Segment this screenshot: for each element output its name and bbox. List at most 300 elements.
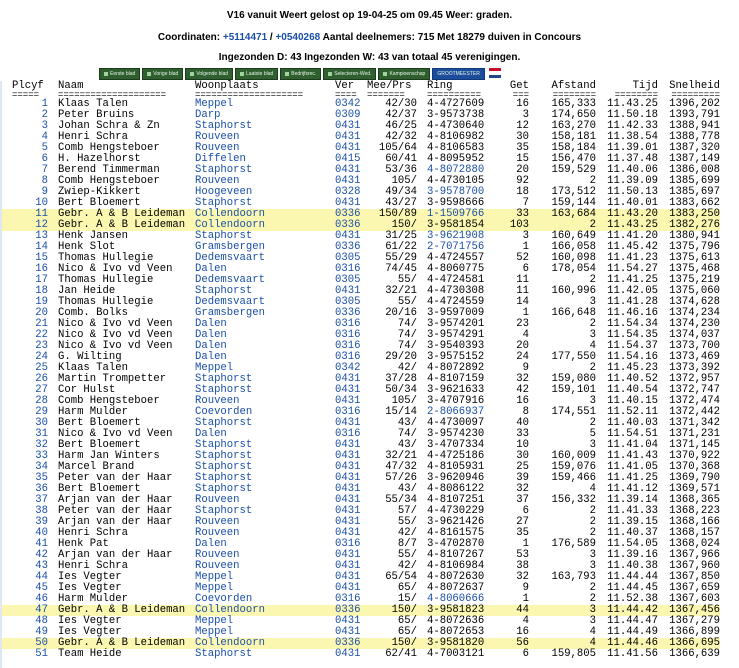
race-title: V16 vanuit Weert gelost op 19-04-25 om 09.45 Weer: graden. <box>226 10 513 21</box>
cell-marked: 12 <box>516 120 529 132</box>
cell-marked: 9 <box>522 582 529 594</box>
cell-club-number: 0431 <box>335 483 361 495</box>
cell-marked: 6 <box>522 505 529 517</box>
cell-residence[interactable]: Diffelen <box>195 153 246 165</box>
toolbar-button[interactable] <box>185 68 233 80</box>
cell-place[interactable]: 36 <box>35 483 48 495</box>
cell-entries-prizes: 60/41 <box>385 153 417 165</box>
cell-ring-number: 3-4707334 <box>427 439 485 451</box>
cell-residence[interactable]: Rouveen <box>195 527 240 539</box>
cell-speed: 1368,365 <box>669 494 720 506</box>
cell-distance: 159,076 <box>551 461 596 473</box>
cell-entries-prizes: 20/16 <box>385 307 417 319</box>
cell-name: Peter van der Haar <box>58 472 173 484</box>
cell-place[interactable]: 3 <box>41 120 48 132</box>
cell-residence[interactable]: Staphorst <box>195 472 253 484</box>
cell-ring-number: 3-9581854 <box>427 220 505 231</box>
cell-residence[interactable]: Staphorst <box>195 197 253 209</box>
cell-place[interactable]: 42 <box>35 549 48 561</box>
cell-name: Comb Hengsteboer <box>58 142 160 154</box>
cell-place[interactable]: 49 <box>35 626 48 638</box>
toolbar-button[interactable] <box>378 68 430 80</box>
cell-place[interactable]: 2 <box>41 109 48 121</box>
cell-speed: 1367,456 <box>658 605 720 616</box>
cell-place[interactable]: 38 <box>35 505 48 517</box>
cell-name: Nico & Ivo vd Veen <box>58 318 173 330</box>
cell-ring-number: 3-9621908 <box>427 230 485 242</box>
cell-ring-number: 3-4702870 <box>427 538 485 550</box>
cell-residence[interactable]: Dalen <box>195 329 227 341</box>
cell-arrival-time: 11.44.47 <box>607 615 658 627</box>
cell-speed: 1367,659 <box>669 582 720 594</box>
cell-arrival-time: 11.41.23 <box>607 252 658 264</box>
cell-name: Martin Trompetter <box>58 373 167 385</box>
cell-club-number: 0431 <box>335 505 361 517</box>
cell-entries-prizes: 55/ <box>397 274 417 286</box>
cell-place[interactable]: 25 <box>35 362 48 374</box>
cell-place[interactable]: 13 <box>35 230 48 242</box>
cell-club-number: 0309 <box>335 109 361 121</box>
cell-residence[interactable]: Rouveen <box>195 516 240 528</box>
cell-distance: 3 <box>589 439 596 451</box>
cell-distance: 2 <box>589 318 596 330</box>
cell-place[interactable]: 40 <box>35 527 48 539</box>
toolbar-button[interactable] <box>142 68 183 80</box>
cell-entries-prizes: 74/ <box>397 340 417 352</box>
cell-place[interactable]: 37 <box>35 494 48 506</box>
cell-club-number: 0431 <box>335 560 361 572</box>
cell-residence[interactable]: Hoogeveen <box>195 186 253 198</box>
cell-place[interactable]: 21 <box>35 318 48 330</box>
cell-place[interactable]: 7 <box>41 164 48 176</box>
cell-place[interactable]: 29 <box>35 406 48 418</box>
cell-marked: 16 <box>516 98 529 110</box>
cell-name: Peter Bruins <box>58 109 135 121</box>
cell-speed: 1370,922 <box>669 450 720 462</box>
cell-entries-prizes: 29/20 <box>385 351 417 363</box>
cell-place[interactable]: 44 <box>35 571 48 583</box>
cell-place[interactable]: 31 <box>35 428 48 440</box>
cell-entries-prizes: 61/22 <box>385 241 417 253</box>
cell-distance: 160,649 <box>551 230 596 242</box>
cell-distance: 2 <box>589 582 596 594</box>
cell-name: Team Heide <box>58 648 122 660</box>
cell-name: Comb. Bolks <box>58 307 128 319</box>
cell-residence[interactable]: Rouveen <box>195 494 240 506</box>
cell-residence[interactable]: Staphorst <box>195 384 253 396</box>
cell-ring-number: 4-4730105 <box>427 175 485 187</box>
cell-arrival-time: 11.39.15 <box>607 516 658 528</box>
cell-place[interactable]: 41 <box>35 538 48 550</box>
cell-name: Henri Schra <box>58 131 128 143</box>
cell-residence[interactable]: Dedemsvaart <box>195 274 265 286</box>
cell-place[interactable]: 51 <box>35 648 48 660</box>
cell-place[interactable]: 46 <box>35 593 48 605</box>
cell-entries-prizes: 55/34 <box>385 494 417 506</box>
cell-ring-number: 4-8095952 <box>427 153 485 165</box>
cell-place[interactable]: 20 <box>35 307 48 319</box>
cell-ring-number: 4-7003121 <box>427 648 485 660</box>
col-header-mee-prs: Mee/Prs <box>367 80 412 92</box>
entries-line: Ingezonden D: 43 Ingezonden W: 43 van totaal 45 verenigingen. <box>218 52 521 63</box>
cell-marked: 7 <box>522 197 529 209</box>
cell-residence[interactable]: Gramsbergen <box>195 241 265 253</box>
cell-distance: 159,529 <box>551 164 596 176</box>
cell-residence[interactable]: Rouveen <box>195 175 240 187</box>
cell-ring-number: 3-9573738 <box>427 109 485 121</box>
cell-residence[interactable]: Rouveen <box>195 560 240 572</box>
cell-club-number: 0316 <box>335 428 361 440</box>
cell-residence[interactable]: Staphorst <box>195 483 253 495</box>
cell-club-number: 0431 <box>335 164 361 176</box>
cell-ring-number: 4-8072637 <box>427 582 485 594</box>
cell-entries-prizes: 105/ <box>391 175 417 187</box>
toolbar-button-label: Laatste blad <box>246 71 274 77</box>
cell-place[interactable]: 14 <box>35 241 48 253</box>
toolbar-button[interactable] <box>280 68 321 80</box>
cell-ring-number: 4-8107267 <box>427 549 485 561</box>
cell-place[interactable]: 48 <box>35 615 48 627</box>
cell-club-number: 0316 <box>335 329 361 341</box>
cell-ring-number: 4-8060775 <box>427 263 485 275</box>
cell-residence[interactable]: Staphorst <box>195 450 253 462</box>
col-header-ring: Ring <box>427 80 453 92</box>
cell-ring-number: 2-8066937 <box>427 406 485 418</box>
cell-place[interactable]: 39 <box>35 516 48 528</box>
cell-speed: 1366,639 <box>669 648 720 660</box>
cell-place[interactable]: 12 <box>2 220 58 231</box>
cell-place[interactable]: 50 <box>2 638 58 649</box>
cell-name: Nico & Ivo vd Veen <box>58 340 173 352</box>
cell-distance: 4 <box>589 626 596 638</box>
cell-speed: 1373,469 <box>669 351 720 363</box>
cell-place[interactable]: 28 <box>35 395 48 407</box>
cell-name: Ies Vegter <box>58 626 122 638</box>
button-icon <box>104 72 108 76</box>
cell-arrival-time: 11.52.38 <box>607 593 658 605</box>
cell-residence[interactable]: Staphorst <box>195 164 253 176</box>
cell-distance: 166,058 <box>551 241 596 253</box>
cell-speed: 1371,231 <box>669 428 720 440</box>
cell-ring-number: 3-9620946 <box>427 472 485 484</box>
cell-residence[interactable]: Staphorst <box>195 461 253 473</box>
cell-name: Comb Hengsteboer <box>58 175 160 187</box>
cell-residence[interactable]: Meppel <box>195 626 234 638</box>
cell-speed: 1387,149 <box>669 153 720 165</box>
cell-name: Johan Schra & Zn <box>58 120 160 132</box>
cell-name: Nico & Ivo vd Veen <box>58 428 173 440</box>
cell-club-number: 0431 <box>335 142 361 154</box>
cell-distance: 163,270 <box>551 120 596 132</box>
cell-name: Ies Vegter <box>58 582 122 594</box>
cell-place[interactable]: 32 <box>35 439 48 451</box>
cell-place[interactable]: 34 <box>35 461 48 473</box>
cell-residence[interactable]: Darp <box>195 109 221 121</box>
cell-place[interactable]: 17 <box>35 274 48 286</box>
cell-name: Arjan van der Haar <box>58 516 173 528</box>
cell-ring-number: 4-8107251 <box>427 494 485 506</box>
grootmeester-button[interactable] <box>432 68 485 80</box>
cell-marked: 38 <box>516 560 529 572</box>
cell-residence[interactable]: Meppel <box>195 362 234 374</box>
cell-residence[interactable]: Meppel <box>195 98 234 110</box>
cell-name: Thomas Hullegie <box>58 274 154 286</box>
cell-arrival-time: 11.54.05 <box>607 538 658 550</box>
cell-residence[interactable]: Dedemsvaart <box>195 296 265 308</box>
cell-place[interactable]: 18 <box>35 285 48 297</box>
flag-stripe <box>489 75 501 78</box>
cell-arrival-time: 11.40.52 <box>607 373 658 385</box>
cell-ring-number: 3-9597009 <box>427 307 485 319</box>
cell-name: Thomas Hullegie <box>58 252 154 264</box>
separator: === <box>512 92 529 99</box>
cell-entries-prizes: 74/ <box>397 318 417 330</box>
cell-entries-prizes: 37/28 <box>385 373 417 385</box>
cell-entries-prizes: 55/ <box>397 549 417 561</box>
cell-speed: 1385,699 <box>669 175 720 187</box>
cell-entries-prizes: 105/64 <box>378 142 417 154</box>
col-header-get: Get <box>509 80 529 92</box>
toolbar-button-label: Volgende blad <box>196 71 229 77</box>
cell-arrival-time: 11.44.42 <box>596 605 658 616</box>
cell-residence[interactable]: Staphorst <box>195 648 253 660</box>
cell-residence[interactable]: Collendoorn <box>195 605 335 616</box>
cell-ring-number: 4-8072630 <box>427 571 485 583</box>
cell-distance: 2 <box>589 593 596 605</box>
cell-place[interactable]: 47 <box>2 605 58 616</box>
cell-speed: 1375,796 <box>669 241 720 253</box>
cell-entries-prizes: 42/37 <box>385 109 417 121</box>
cell-arrival-time: 11.54.16 <box>607 351 658 363</box>
cell-entries-prizes: 15/14 <box>385 406 417 418</box>
cell-residence[interactable]: Rouveen <box>195 549 240 561</box>
cell-residence[interactable]: Rouveen <box>195 395 240 407</box>
cell-residence[interactable]: Dalen <box>195 351 227 363</box>
cell-marked: 1 <box>522 538 529 550</box>
cell-distance: 178,054 <box>551 263 596 275</box>
cell-distance: 173,512 <box>551 186 596 198</box>
cell-marked: 3 <box>522 109 529 121</box>
cell-ring-number: 4-4724557 <box>427 252 485 264</box>
cell-club-number: 0431 <box>335 197 361 209</box>
cell-name: Henk Pat <box>58 538 109 550</box>
cell-place[interactable]: 4 <box>41 131 48 143</box>
cell-place[interactable]: 26 <box>35 373 48 385</box>
cell-speed: 1372,957 <box>669 373 720 385</box>
cell-residence[interactable]: Staphorst <box>195 417 253 429</box>
separator: ======== <box>552 92 596 99</box>
button-icon <box>147 72 151 76</box>
cell-ring-number: 3-9574291 <box>427 329 485 341</box>
coordinate-lon-link[interactable]: +0540268 <box>275 32 321 43</box>
cell-ring-number: 3-9581823 <box>427 605 505 616</box>
cell-residence[interactable]: Staphorst <box>195 439 253 451</box>
cell-entries-prizes: 15/ <box>397 593 417 605</box>
cell-residence[interactable]: Staphorst <box>195 230 253 242</box>
cell-name: Arjan van der Haar <box>58 549 173 561</box>
toolbar-button[interactable] <box>99 68 140 80</box>
cell-club-number: 0431 <box>335 626 361 638</box>
cell-club-number: 0431 <box>335 384 361 396</box>
cell-place[interactable]: 1 <box>41 98 48 110</box>
cell-speed: 1368,157 <box>669 527 720 539</box>
cell-marked: 1 <box>522 307 529 319</box>
cell-place[interactable]: 15 <box>35 252 48 264</box>
cell-marked: 6 <box>522 648 529 660</box>
cell-speed: 1371,145 <box>669 439 720 451</box>
cell-arrival-time: 11.41.12 <box>607 483 658 495</box>
cell-speed: 1367,966 <box>669 549 720 561</box>
col-header-plcyf: Plcyf <box>12 80 44 92</box>
cell-residence[interactable]: Meppel <box>195 571 234 583</box>
cell-distance: 158,184 <box>551 142 596 154</box>
cell-place[interactable]: 43 <box>35 560 48 572</box>
cell-entries-prizes: 65/ <box>397 626 417 638</box>
cell-name: G. Wilting <box>58 351 122 363</box>
cell-entries-prizes: 150/ <box>363 638 427 649</box>
cell-distance: 2 <box>529 220 596 231</box>
cell-residence[interactable]: Collendoorn <box>195 209 335 220</box>
cell-place[interactable]: 35 <box>35 472 48 484</box>
cell-marked: 32 <box>516 571 529 583</box>
cell-name: Gebr. A & B Leideman <box>58 605 195 616</box>
cell-ring-number: 3-9621633 <box>427 384 485 396</box>
cell-residence[interactable]: Dalen <box>195 263 227 275</box>
cell-residence[interactable]: Dalen <box>195 318 227 330</box>
cell-entries-prizes: 46/25 <box>385 120 417 132</box>
coordinates-line <box>0 32 739 44</box>
cell-residence[interactable]: Rouveen <box>195 131 240 143</box>
cell-ring-number: 4-8086122 <box>427 483 485 495</box>
cell-club-number: 0336 <box>335 307 361 319</box>
cell-speed: 1374,628 <box>669 296 720 308</box>
cell-entries-prizes: 74/ <box>397 329 417 341</box>
cell-club-number: 0431 <box>335 549 361 561</box>
cell-name: Harm Mulder <box>58 593 128 605</box>
cell-place[interactable]: 22 <box>35 329 48 341</box>
cell-residence[interactable]: Meppel <box>195 615 234 627</box>
cell-residence[interactable]: Coevorden <box>195 406 253 418</box>
cell-club-number: 0305 <box>335 274 361 286</box>
cell-entries-prizes: 150/89 <box>363 209 427 220</box>
cell-marked: 11 <box>516 285 529 297</box>
cell-residence[interactable]: Collendoorn <box>195 220 335 231</box>
cell-club-number: 0431 <box>335 450 361 462</box>
separator: ========= <box>671 92 720 99</box>
cell-entries-prizes: 53/36 <box>385 164 417 176</box>
cell-speed: 1368,024 <box>669 538 720 550</box>
cell-place[interactable]: 11 <box>2 209 58 220</box>
cell-place[interactable]: 8 <box>41 175 48 187</box>
cell-residence[interactable]: Collendoorn <box>195 638 335 649</box>
cell-arrival-time: 11.43.25 <box>607 98 658 110</box>
toolbar-button[interactable] <box>323 68 376 80</box>
cell-marked: 11 <box>516 274 529 286</box>
cell-name: Nico & Ivo vd Veen <box>58 329 173 341</box>
cell-residence[interactable]: Rouveen <box>195 142 240 154</box>
cell-residence[interactable]: Dalen <box>195 538 227 550</box>
toolbar-button[interactable] <box>235 68 278 80</box>
cell-marked: 37 <box>516 494 529 506</box>
cell-arrival-time: 11.39.14 <box>607 494 658 506</box>
button-icon <box>383 72 387 76</box>
cell-place[interactable]: 6 <box>41 153 48 165</box>
cell-residence[interactable]: Dalen <box>195 428 227 440</box>
cell-marked: 92 <box>516 175 529 187</box>
cell-speed: 1367,603 <box>669 593 720 605</box>
cell-marked: 33 <box>516 428 529 440</box>
cell-arrival-time: 11.50.13 <box>607 186 658 198</box>
cell-speed: 1393,791 <box>669 109 720 121</box>
cell-club-number: 0336 <box>335 241 361 253</box>
cell-place[interactable]: 33 <box>35 450 48 462</box>
cell-residence[interactable]: Dalen <box>195 340 227 352</box>
cell-place[interactable]: 45 <box>35 582 48 594</box>
cell-speed: 1367,279 <box>669 615 720 627</box>
cell-distance: 177,550 <box>551 351 596 363</box>
cell-entries-prizes: 65/54 <box>385 571 417 583</box>
cell-residence[interactable]: Dedemsvaart <box>195 252 265 264</box>
cell-place[interactable]: 5 <box>41 142 48 154</box>
cell-speed: 1374,037 <box>669 329 720 341</box>
cell-entries-prizes: 43/ <box>397 439 417 451</box>
cell-speed: 1396,202 <box>669 98 720 110</box>
cell-place[interactable]: 23 <box>35 340 48 352</box>
cell-name: Henk Slot <box>58 241 116 253</box>
cell-residence[interactable]: Staphorst <box>195 285 253 297</box>
cell-place[interactable]: 30 <box>35 417 48 429</box>
dutch-flag-icon[interactable] <box>489 68 501 78</box>
cell-entries-prizes: 105/ <box>391 395 417 407</box>
cell-residence[interactable]: Staphorst <box>195 373 253 385</box>
cell-residence[interactable]: Meppel <box>195 582 234 594</box>
col-header-naam: Naam <box>58 80 84 92</box>
cell-entries-prizes: 65/ <box>397 582 417 594</box>
cell-ring-number: 4-4724559 <box>427 296 485 308</box>
cell-ring-number: 4-8060666 <box>427 593 485 605</box>
cell-place[interactable]: 10 <box>35 197 48 209</box>
separator: ======= <box>367 92 405 99</box>
coordinate-separator: / <box>267 32 276 43</box>
cell-speed: 1388,941 <box>669 120 720 132</box>
cell-club-number: 0342 <box>335 98 361 110</box>
cell-marked: 18 <box>516 186 529 198</box>
cell-ring-number: 4-8106583 <box>427 142 485 154</box>
cell-club-number: 0415 <box>335 153 361 165</box>
cell-arrival-time: 11.37.48 <box>607 153 658 165</box>
results-table <box>2 81 720 660</box>
cell-residence[interactable]: Coevorden <box>195 593 253 605</box>
cell-arrival-time: 11.44.46 <box>596 638 658 649</box>
cell-place[interactable]: 19 <box>35 296 48 308</box>
cell-speed: 1367,960 <box>669 560 720 572</box>
cell-distance: 159,080 <box>551 373 596 385</box>
cell-residence[interactable]: Gramsbergen <box>195 307 265 319</box>
cell-speed: 1369,571 <box>669 483 720 495</box>
cell-residence[interactable]: Staphorst <box>195 505 253 517</box>
cell-ring-number: 4-4730308 <box>427 285 485 297</box>
cell-place[interactable]: 9 <box>41 186 48 198</box>
cell-place[interactable]: 24 <box>35 351 48 363</box>
cell-residence[interactable]: Staphorst <box>195 120 253 132</box>
cell-club-number: 0316 <box>335 318 361 330</box>
coordinate-lat-link[interactable]: +5114471 <box>222 32 268 43</box>
cell-arrival-time: 11.41.20 <box>607 230 658 242</box>
cell-place[interactable]: 27 <box>35 384 48 396</box>
cell-arrival-time: 11.43.25 <box>596 220 658 231</box>
cell-arrival-time: 11.45.23 <box>607 362 658 374</box>
cell-place[interactable]: 16 <box>35 263 48 275</box>
